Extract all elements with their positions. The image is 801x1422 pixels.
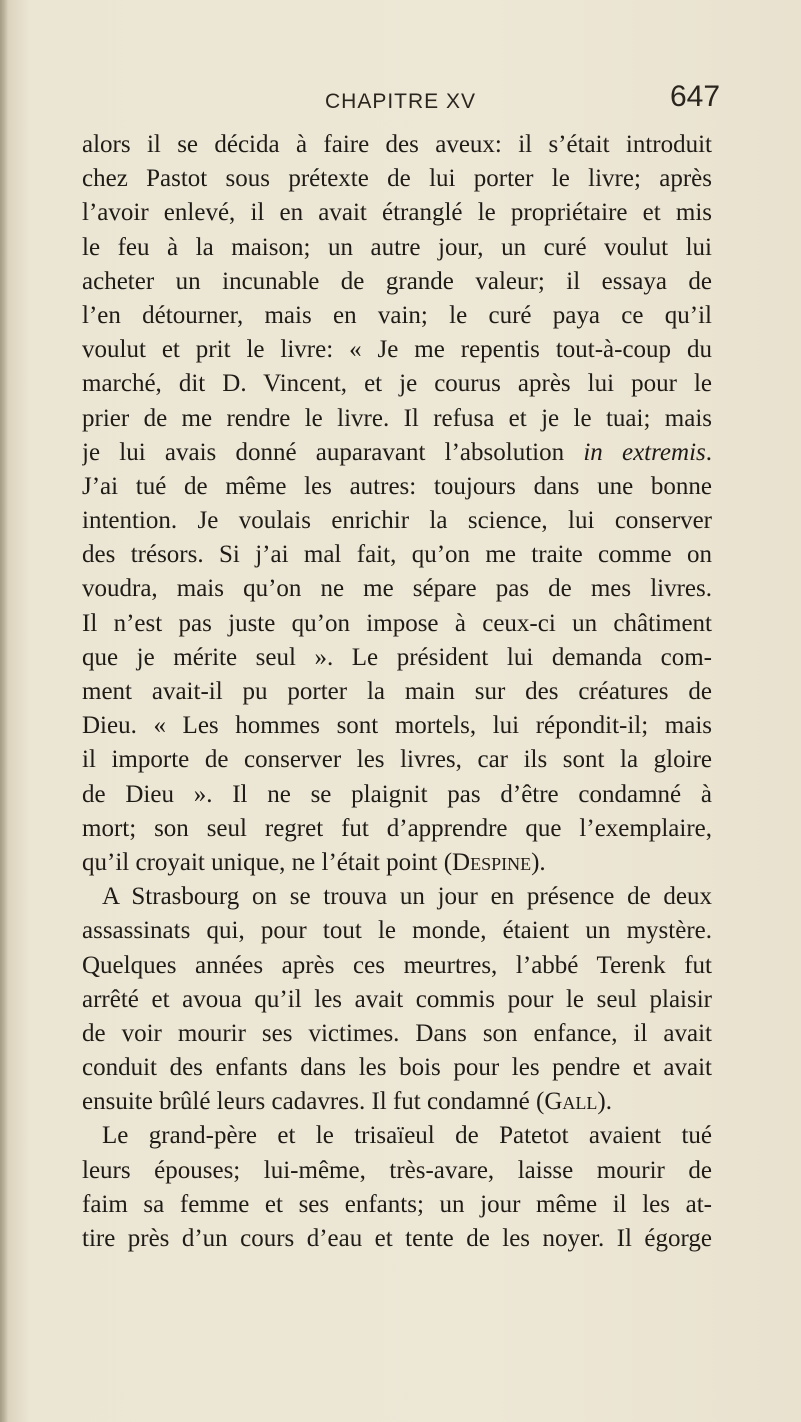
cited-author: Despine (452, 848, 532, 876)
text-line: Il n’est pas juste qu’on impose à ceux-ci un châtiment (82, 609, 712, 637)
text-line: chez Pastot sous prétexte de lui porter le livre; après (82, 165, 712, 193)
text-line: je lui avais donné auparavant l’absolution in extremis. (82, 438, 712, 466)
chapter-title: CHAPITRE XV (325, 90, 477, 113)
text-line: leurs épouses; lui-même, très-avare, laisse mourir de (82, 1156, 712, 1184)
text-line: que je mérite seul ». Le président lui demanda com- (82, 643, 712, 671)
binding-gutter-shadow (0, 0, 8, 1422)
text-line: l’avoir enlevé, il en avait étranglé le propriétaire et mis (82, 199, 712, 227)
text-line: faim sa femme et ses enfants; un jour même il les at- (82, 1190, 712, 1218)
text-line: le feu à la maison; un autre jour, un curé voulut lui (82, 233, 712, 261)
text-line: Quelques années après ces meurtres, l’abbé Terenk fut (82, 951, 712, 979)
text-line: de voir mourir ses victimes. Dans son enfance, il avait (82, 1019, 712, 1047)
text-line: conduit des enfants dans les bois pour les pendre et avait (82, 1054, 712, 1082)
page-number: 647 (670, 80, 721, 113)
text-line: marché, dit D. Vincent, et je courus après lui pour le (82, 370, 712, 398)
text-line: Le grand-père et le trisaïeul de Patetot avaient tué (102, 1122, 712, 1150)
running-head (0, 80, 801, 120)
text-line: voudra, mais qu’on ne me sépare pas de mes livres. (82, 575, 712, 603)
text-line: mort; son seul regret fut d’apprendre que l’exemplaire, (82, 814, 712, 842)
cited-author: Gall (544, 1088, 598, 1116)
text-line: il importe de conserver les livres, car ils sont la gloire (82, 746, 712, 774)
text-line: alors il se décida à faire des aveux: il s’était introduit (82, 131, 712, 158)
text-line: qu’il croyait unique, ne l’était point (Despine). (82, 848, 546, 876)
text-line: voulut et prit le livre: « Je me repentis tout-à-coup du (82, 336, 712, 364)
body-text (82, 128, 712, 1256)
text-line: ensuite brûlé leurs cadavres. Il fut condamné (Gall). (82, 1088, 612, 1116)
text-line: ment avait-il pu porter la main sur des créatures de (82, 678, 712, 705)
text-line: acheter un incunable de grande valeur; il essaya de (82, 267, 712, 295)
latin-phrase: in extremis (583, 438, 706, 466)
text-line: A Strasbourg on se trouva un jour en présence de deux (102, 883, 712, 911)
text-line: de Dieu ». Il ne se plaignit pas d’être condamné à (82, 780, 712, 808)
text-line: J’ai tué de même les autres: toujours dans une bonne (82, 472, 712, 500)
text-line: tire près d’un cours d’eau et tente de les noyer. Il égorge (82, 1225, 712, 1252)
text-line: Dieu. « Les hommes sont mortels, lui répondit-il; mais (82, 712, 712, 740)
text-line: l’en détourner, mais en vain; le curé paya ce qu’il (82, 301, 712, 329)
text-line: intention. Je voulais enrichir la science, lui conserver (82, 507, 712, 535)
text-line: arrêté et avoua qu’il les avait commis pour le seul plaisir (82, 985, 712, 1013)
text-line: prier de me rendre le livre. Il refusa et je le tuai; mais (82, 404, 712, 432)
text-line: assassinats qui, pour tout le monde, étaient un mystère. (82, 917, 712, 945)
text-line: des trésors. Si j’ai mal fait, qu’on me traite comme on (82, 541, 712, 569)
